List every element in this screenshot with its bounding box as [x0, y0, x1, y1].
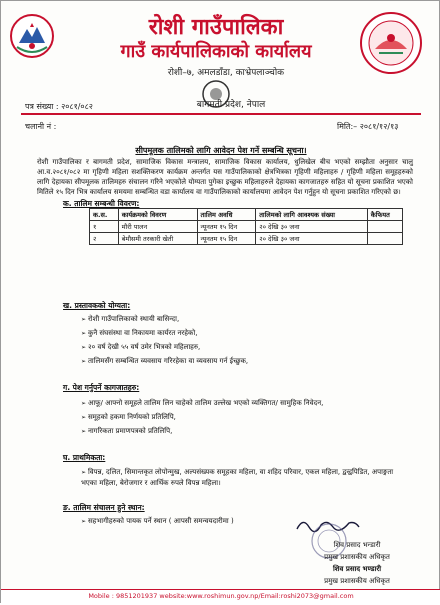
table-cell: २० देखि ३० जना	[256, 221, 367, 233]
table-header-row	[90, 209, 403, 221]
table-row	[90, 221, 403, 233]
table-cell: २	[90, 233, 119, 245]
letter-date: मिति:– २०८१/१२/१३	[337, 122, 399, 131]
province: बागमती प्रदेश, नेपाल	[196, 100, 266, 110]
priority-heading: घ. प्राथमिकता:	[63, 453, 106, 462]
eligibility-heading: ख. प्रस्तावकको योग्यता:	[63, 301, 131, 310]
table-cell: मौरी पालन	[118, 221, 197, 233]
header-divider	[21, 113, 421, 115]
table-header: क.स.	[90, 209, 119, 221]
signatory-name-handwritten: शिव प्रसाद भण्डारी	[332, 565, 382, 573]
contact-footer: Mobile : 9851201937 website:www.roshimun.gov.np/Email:roshi2073@gmail.com	[1, 589, 440, 605]
table-header: कैफियत	[367, 209, 402, 221]
table-cell: न्यूनतम १५ दिन	[197, 221, 256, 233]
table-header: तालिम अवधि	[197, 209, 256, 221]
reference-number: पत्र संख्या : २०८१/०८२	[25, 102, 93, 111]
list-item: ➢ विपन्न, दलित, सिमान्तकृत लोपोन्मुख, अल्पसंख्यक समूहका महिला, वा शहिद परिवार, एकल महिला, द्वन्द्वपिडित, अपाङ्गता भएका महिला, बेरोजगार र आर्थिक रुपले विपन्न महिला।	[81, 467, 411, 488]
table-cell: न्यूनतम १५ दिन	[197, 233, 256, 245]
list-item: ➢ रोशी गाउँपालिकाको स्थायी बासिन्दा,	[81, 315, 179, 324]
list-item: ➢ २० वर्ष देखी ५५ वर्ष उमेर भित्रको महिलाहरु,	[81, 343, 200, 352]
list-item: ➢ आफू/ आफ्नो समूहले तालिम लिन चाहेको तालिम उल्लेख भएको व्यक्तिगत/ सामुहिक निवेदन,	[81, 399, 323, 408]
office-name: गाउँ कार्यपालिकाको कार्यालय	[120, 41, 312, 62]
list-item: ➢ कुनै संघसंस्था वा निकायमा कार्यरत नरहेको,	[81, 329, 197, 338]
signatory-title: प्रमुख प्रशासकीय अधिकृत	[324, 553, 390, 561]
nepal-emblem-icon	[9, 13, 55, 59]
table-cell	[367, 221, 402, 233]
dispatch-number: चलानी नं :	[25, 122, 57, 131]
signatory-name: शिव प्रसाद भन्डारी	[333, 541, 381, 549]
documents-heading: ग. पेश गर्नुपर्ने कागजातहरु:	[63, 383, 140, 392]
table-cell: २० देखि ३० जना	[256, 233, 367, 245]
venue-heading: ङ. तालिम संचालन हुने स्थान:	[63, 503, 145, 512]
training-heading: क. तालिम सम्बन्धी विवरण:	[63, 199, 140, 208]
body-paragraph: रोशी गाउँपालिका र बागमती प्रदेश, सामाजिक विकास मन्त्रालय, सामाजिक विकास कार्यालय, धुलिखेल बीच भएको सम्झौता अनुसार चालु आ.व.२०८१/०८२ मा गृहिणी महिला सशक्तिकरण कार्यक्रम अन्तर्गत यस गाउँपालिकाको क्षेत्रभित्रका गृहिणी महिलाहरु / गृहिणी महिला समूहहरुको लागि देहायका सीपमूलक तालिमहरु संचालन गरिने भएकोले योग्यता पुगेका इच्छुक महिलाहरुले देहायका कागजातहरु सहित यो सूचना प्रकाशित भएको मितिले १५ दिन भित्र कार्यालय समयमा सम्बन्धित वडा कार्यालय वा गाउँपालिकाको कार्यालयमा आवेदन पेश गर्नुहुन यो सूचना प्रकाशित गरिएको छ।	[37, 158, 413, 196]
list-item: ➢ सहभागीहरुको पायक पर्ने स्थान ( आपसी समन्वयदारीमा )	[81, 517, 234, 526]
table-cell: बेमौसमी तरकारी खेती	[118, 233, 197, 245]
table-header: कार्यक्रमको विवरण	[118, 209, 197, 221]
address: रोशी–७, अमलडाँडा, काभ्रेपलाञ्चोक	[167, 68, 285, 78]
list-item: ➢ तालिमसँग सम्बन्धित व्यवसाय गरिरहेका वा व्यवसाय गर्न ईच्छुक,	[81, 357, 248, 366]
list-item: ➢ नागरिकता प्रमाणपत्रको प्रतिलिपि,	[81, 427, 172, 436]
training-table	[89, 208, 403, 245]
signatory-title-handwritten: प्रमुख प्रशासकीय अधिकृत	[324, 577, 390, 585]
subject: सीपमूलक तालिमको लागि आवेदन पेश गर्ने सम्बन्धि सूचना।	[135, 146, 307, 155]
org-name: रोशी गाउँपालिका	[148, 15, 284, 40]
table-cell: १	[90, 221, 119, 233]
list-item: ➢ समूहको हकमा निर्णयको प्रतिलिपि,	[81, 413, 176, 422]
table-row	[90, 233, 403, 245]
table-cell	[367, 233, 402, 245]
municipality-logo-icon	[359, 11, 423, 75]
table-header: तालिमको लागि आवश्यक संख्या	[256, 209, 367, 221]
